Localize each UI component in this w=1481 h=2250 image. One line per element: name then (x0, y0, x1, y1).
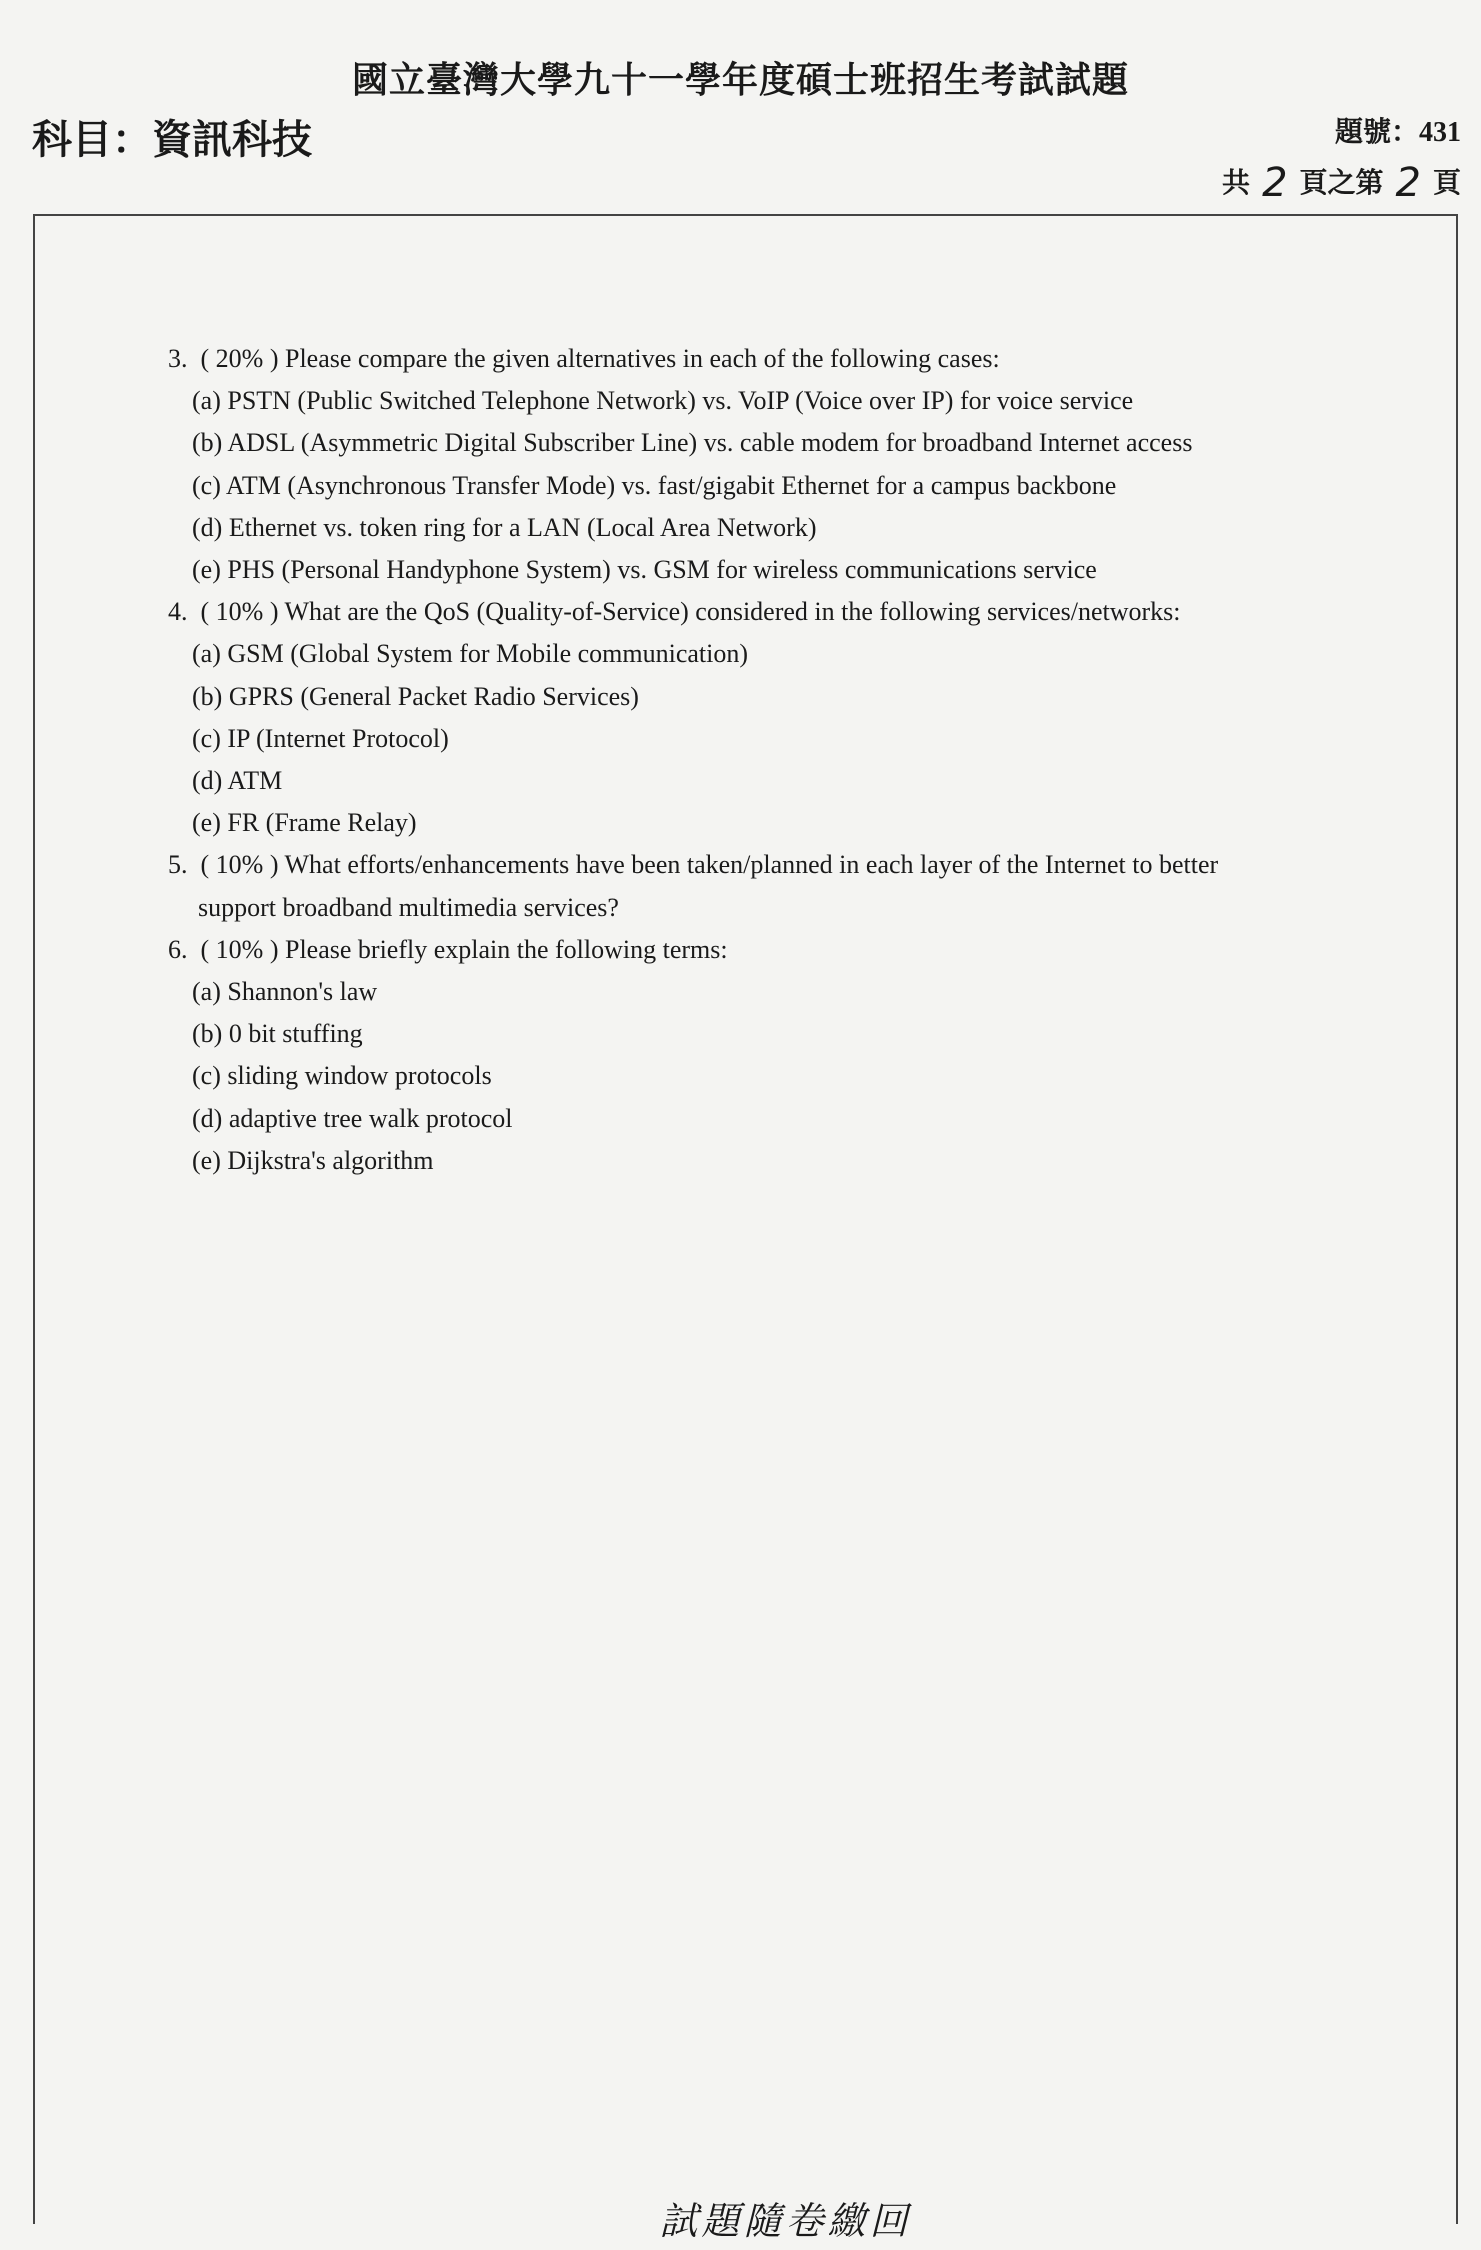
question-4 (168, 591, 1408, 633)
question-6-item-b: (b) 0 bit stuffing (192, 1019, 363, 1049)
question-number-4: 4. (168, 597, 188, 627)
question-text-3: Please compare the given alternatives in each of the following cases: (284, 344, 1000, 373)
question-5-continuation: support broadband multimedia services? (198, 892, 619, 922)
subject-label: 科目：資訊科技 (32, 117, 312, 162)
page-prefix: 共 (1222, 168, 1251, 199)
question-3-item-d: (d) Ethernet vs. token ring for a LAN (Local Area Network) (192, 512, 817, 542)
page-current: 2 (1395, 160, 1421, 206)
page-total: 2 (1262, 160, 1288, 206)
question-6-item-a: (a) Shannon's law (192, 977, 378, 1007)
question-number-5: 5. (168, 850, 188, 880)
question-text-6: Please briefly explain the following terms: (284, 934, 728, 964)
exam-title: 國立臺灣大學九十一學年度碩士班招生考試試題 (351, 60, 1129, 100)
question-points-5: ( 10% ) (200, 850, 279, 880)
question-points-3: ( 20% ) (200, 344, 279, 373)
page-middle: 頁之第 (1299, 168, 1384, 199)
question-6-item-d: (d) adaptive tree walk protocol (192, 1103, 513, 1133)
question-3-item-b: (b) ADSL (Asymmetric Digital Subscriber Line) vs. cable modem for broadband Internet access (192, 428, 1193, 458)
question-6-item-e: (e) Dijkstra's algorithm (192, 1145, 434, 1175)
question-list (168, 338, 1408, 1182)
question-text-5: What efforts/enhancements have been taken/planned in each layer of the Internet to better (284, 850, 1219, 880)
question-3 (168, 338, 1408, 380)
question-3-item-c: (c) ATM (Asynchronous Transfer Mode) vs. fast/gigabit Ethernet for a campus backbone (192, 470, 1117, 500)
question-text-4: What are the QoS (Quality-of-Service) considered in the following services/networks: (284, 597, 1181, 627)
question-number: 題號：431 (1334, 117, 1461, 148)
question-3-item-a: (a) PSTN (Public Switched Telephone Network) vs. VoIP (Voice over IP) for voice service (192, 386, 1134, 416)
question-6 (168, 929, 1408, 971)
question-number-3: 3. (168, 344, 188, 373)
question-4-item-e: (e) FR (Frame Relay) (192, 808, 417, 838)
question-4-item-c: (c) IP (Internet Protocol) (192, 723, 449, 753)
question-4-item-d: (d) ATM (192, 766, 283, 796)
return-exam-note: 試題隨卷繳回 (659, 2199, 912, 2243)
question-4-item-a: (a) GSM (Global System for Mobile communication) (192, 639, 749, 669)
question-points-6: ( 10% ) (200, 934, 279, 964)
question-points-4: ( 10% ) (200, 597, 279, 627)
question-6-item-c: (c) sliding window protocols (192, 1061, 492, 1091)
question-3-item-e: (e) PHS (Personal Handyphone System) vs. GSM for wireless communications service (192, 555, 1097, 585)
question-number-6: 6. (168, 934, 188, 964)
page-count (1222, 160, 1461, 206)
question-5 (168, 844, 1408, 886)
question-4-item-b: (b) GPRS (General Packet Radio Services) (192, 681, 639, 711)
page-suffix: 頁 (1432, 168, 1461, 199)
